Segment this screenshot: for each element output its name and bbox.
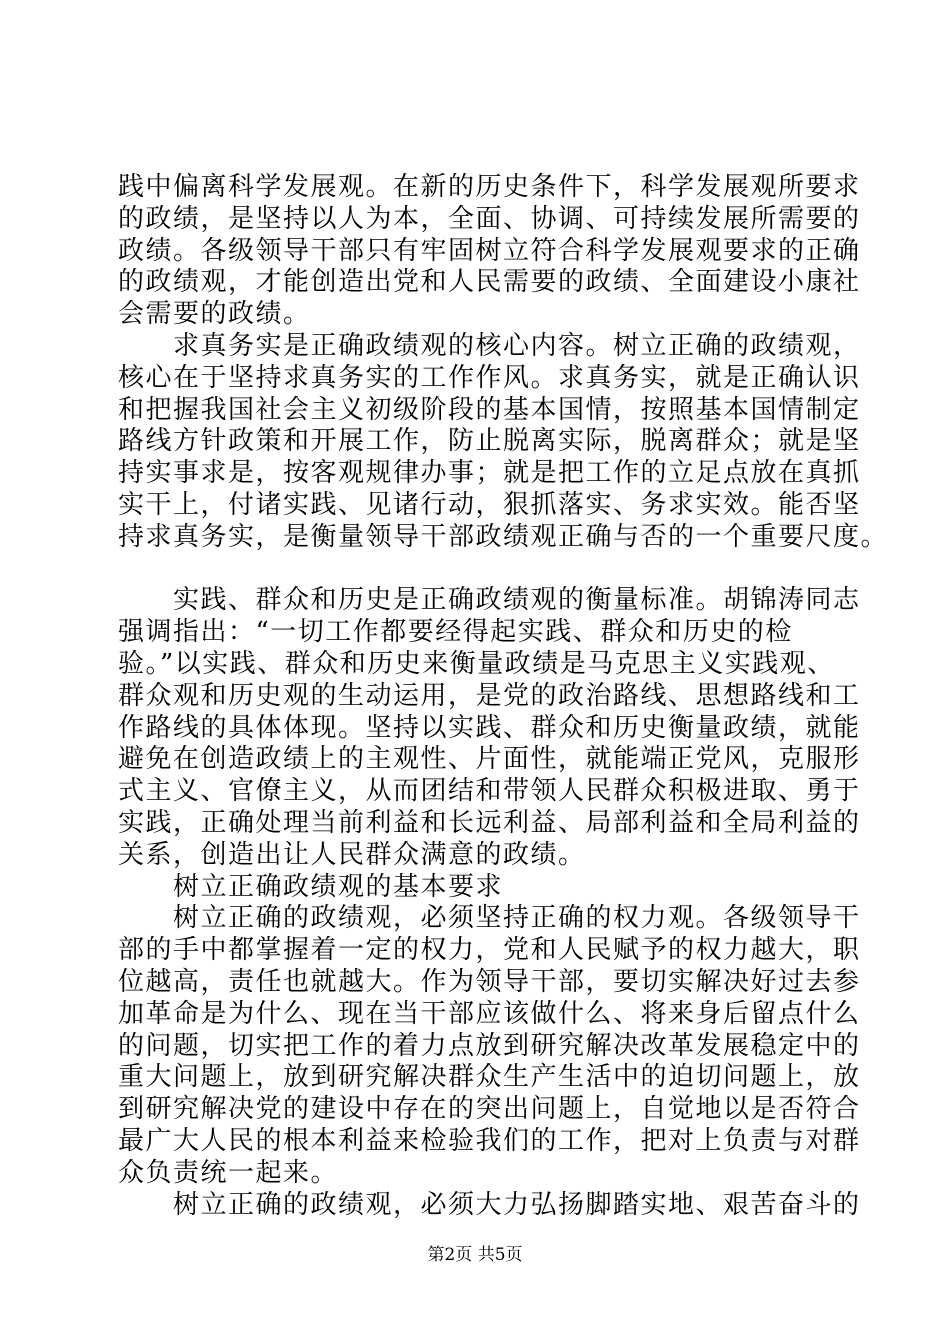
text-line: 的政绩观，才能创造出党和人民需要的政绩、全面建设小康社	[118, 267, 861, 298]
text-line: 避免在创造政绩上的主观性、片面性，就能端正党风，克服形	[118, 744, 861, 775]
text-line: 关系，创造出让人民群众满意的政绩。	[118, 839, 586, 870]
text-line: 践中偏离科学发展观。在新的历史条件下，科学发展观所要求	[118, 172, 861, 202]
text-line: 重大问题上，放到研究解决群众生产生活中的迫切问题上，放	[118, 1062, 861, 1093]
text-line: 作路线的具体体现。坚持以实践、群众和历史衡量政绩，就能	[118, 712, 861, 743]
text-line: 验。”以实践、群众和历史来衡量政绩是马克思主义实践观、	[118, 648, 835, 679]
text-line: 实践、群众和历史是正确政绩观的衡量标准。胡锦涛同志	[118, 585, 861, 616]
text-line: 的问题，切实把工作的着力点放到研究解决改革发展稳定中的	[118, 1030, 861, 1061]
text-line: 核心在于坚持求真务实的工作作风。求真务实，就是正确认识	[118, 362, 861, 393]
text-line: 位越高，责任也就越大。作为领导干部，要切实解决好过去参	[118, 966, 861, 997]
text-line: 式主义、官僚主义，从而团结和带领人民群众积极进取、勇于	[118, 776, 861, 807]
text-line: 强调指出：“一切工作都要经得起实践、群众和历史的检	[118, 617, 793, 648]
text-line: 持求真务实，是衡量领导干部政绩观正确与否的一个重要尺度。	[118, 521, 889, 552]
text-line: 实干上，付诸实践、见诸行动，狠抓落实、务求实效。能否坚	[118, 489, 861, 520]
text-line: 政绩。各级领导干部只有牢固树立符合科学发展观要求的正确	[118, 235, 861, 266]
text-line: 群众观和历史观的生动运用，是党的政治路线、思想路线和工	[118, 680, 861, 711]
text-line: 最广大人民的根本利益来检验我们的工作，把对上负责与对群	[118, 1125, 861, 1156]
text-line: 实践，正确处理当前利益和长远利益、局部利益和全局利益的	[118, 807, 861, 838]
text-line: 众负责统一起来。	[118, 1157, 339, 1188]
text-line: 树立正确政绩观的基本要求	[118, 871, 504, 902]
text-line: 路线方针政策和开展工作，防止脱离实际，脱离群众；就是坚	[118, 426, 861, 457]
text-line: 树立正确的政绩观，必须大力弘扬脚踏实地、艰苦奋斗的	[118, 1189, 861, 1220]
text-line: 加革命是为什么、现在当干部应该做什么、将来身后留点什么	[118, 998, 861, 1029]
text-line: 部的手中都掌握着一定的权力，党和人民赋予的权力越大，职	[118, 935, 861, 966]
text-line: 的政绩，是坚持以人为本，全面、协调、可持续发展所需要的	[118, 203, 861, 234]
text-line: 持实事求是，按客观规律办事；就是把工作的立足点放在真抓	[118, 458, 861, 489]
document-body	[118, 172, 889, 1221]
page-footer: 第2页 共5页	[427, 1245, 523, 1265]
text-line: 到研究解决党的建设中存在的突出问题上，自觉地以是否符合	[118, 1094, 861, 1125]
text-line: 树立正确的政绩观，必须坚持正确的权力观。各级领导干	[118, 903, 861, 934]
text-line: 求真务实是正确政绩观的核心内容。树立正确的政绩观，	[118, 330, 861, 361]
text-line: 和把握我国社会主义初级阶段的基本国情，按照基本国情制定	[118, 394, 861, 425]
text-line: 会需要的政绩。	[118, 299, 311, 330]
blank-line	[118, 554, 838, 586]
